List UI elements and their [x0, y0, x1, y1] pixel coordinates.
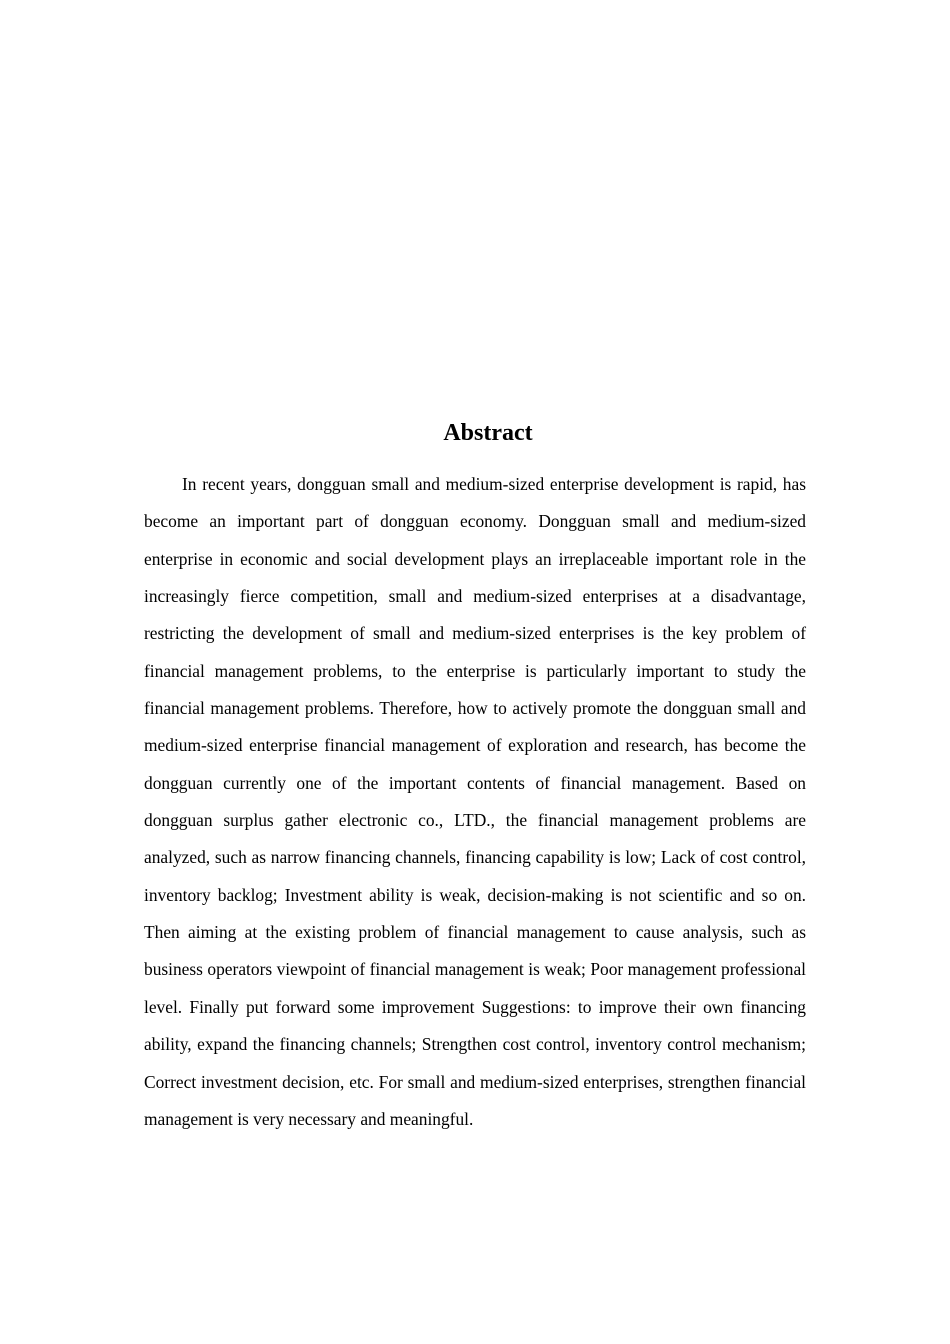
- abstract-paragraph: In recent years, dongguan small and medium-sized enterprise development is rapid, has become an important part of dongguan economy. Dongguan small and medium-sized enterprise in economic and social development plays an irreplaceable important role in the increasingly fierce competition, small and medium-sized enterprises at a disadvantage, restricting the development of small and medium-sized enterprises is the key problem of financial management problems, to the enterprise is particularly important to study the financial management problems. Therefore, how to actively promote the dongguan small and medium-sized enterprise financial management of exploration and research, has become the dongguan currently one of the important contents of financial management. Based on dongguan surplus gather electronic co., LTD., the financial management problems are analyzed, such as narrow financing channels, financing capability is low; Lack of cost control, inventory backlog; Investment ability is weak, decision-making is not scientific and so on. Then aiming at the existing problem of financial management to cause analysis, such as business operators viewpoint of financial management is weak; Poor management professional level. Finally put forward some improvement Suggestions: to improve their own financing ability, expand the financing channels; Strengthen cost control, inventory control mechanism; Correct investment decision, etc. For small and medium-sized enterprises, strengthen financial management is very necessary and meaningful.: [144, 474, 806, 1129]
- abstract-heading: Abstract: [443, 420, 533, 446]
